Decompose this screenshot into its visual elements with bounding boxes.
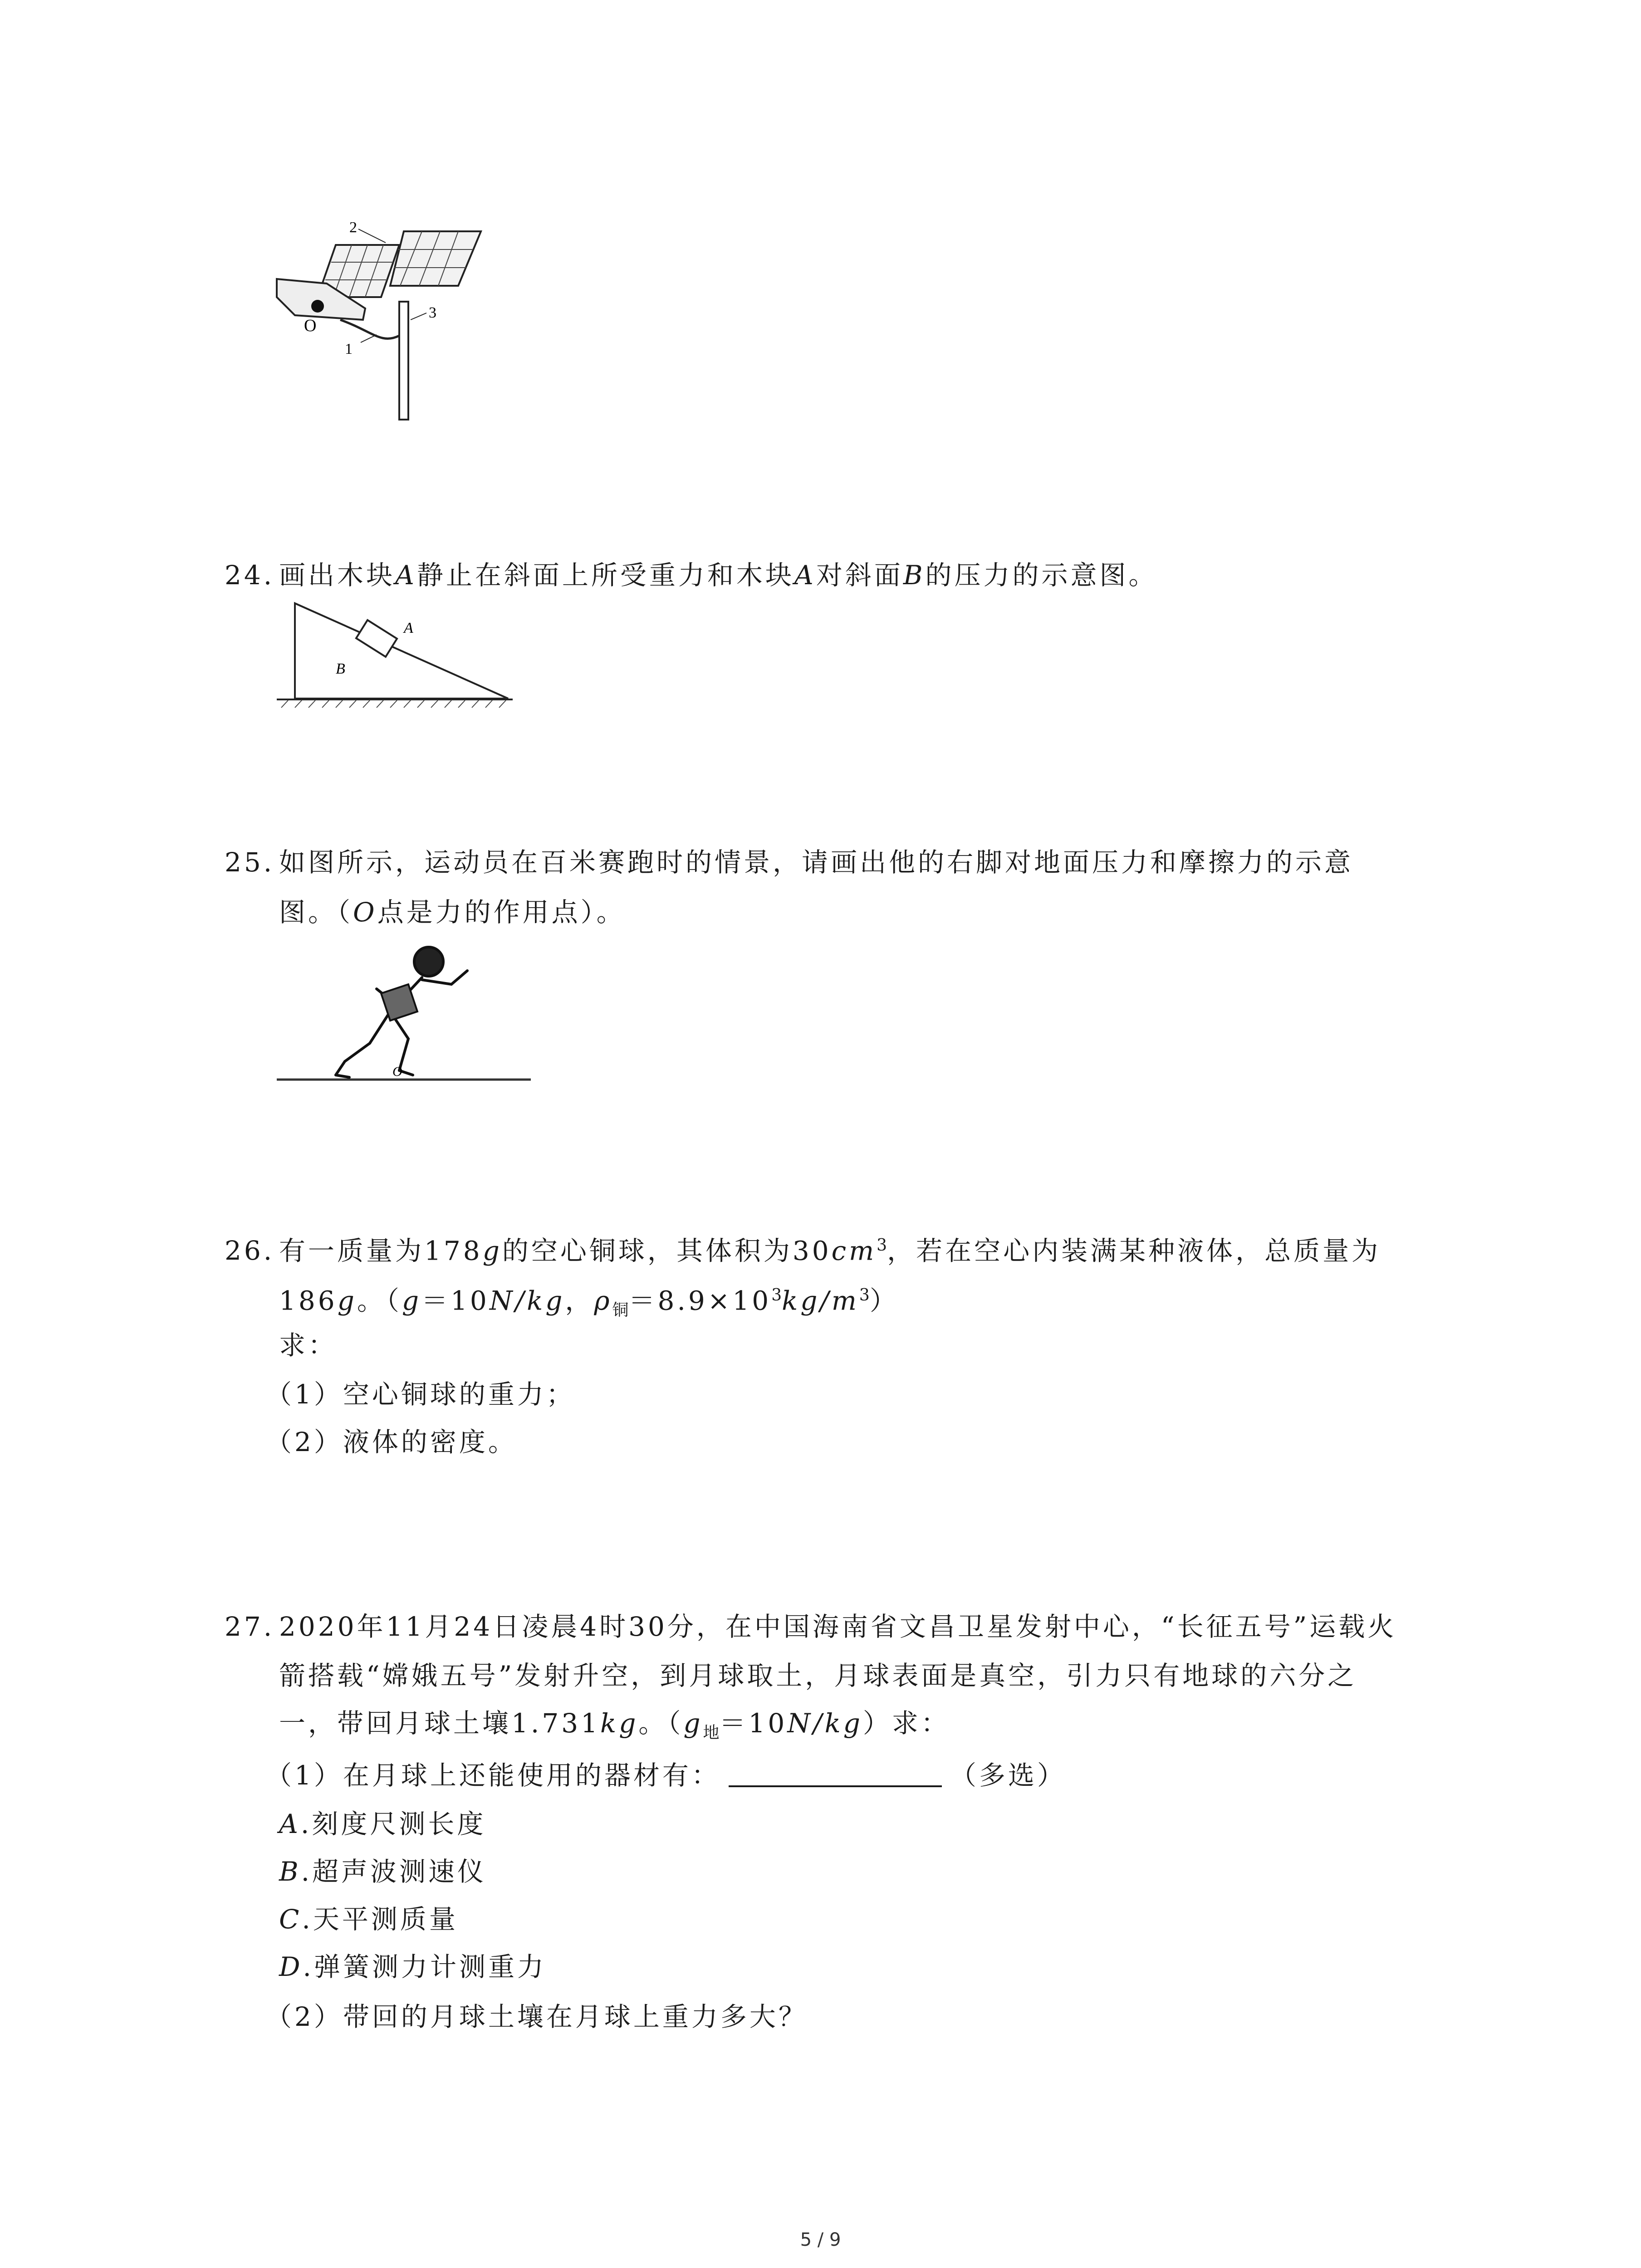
q26-sub1: （1）空心铜球的重力； bbox=[265, 1379, 575, 1410]
incline-label-a: A bbox=[404, 620, 413, 636]
page-number: 5 / 9 bbox=[800, 2229, 841, 2250]
q27-sub1: （1）在月球上还能使用的器材有： （多选） bbox=[265, 1760, 1066, 1791]
q26-ask: 求： bbox=[279, 1330, 338, 1361]
answer-blank[interactable] bbox=[729, 1762, 942, 1787]
q27-line1: 27. 2020年11月24日凌晨4时30分，在中国海南省文昌卫星发射中心，“长征五号”运载火 bbox=[225, 1611, 1397, 1642]
lamp-label-o: O bbox=[304, 316, 317, 335]
incline-figure bbox=[272, 599, 517, 717]
q25-number: 25. bbox=[225, 847, 275, 878]
incline-label-b: B bbox=[336, 660, 345, 677]
q27-option-c: C.天平测质量 bbox=[279, 1904, 458, 1935]
q27-option-a: A.刻度尺测长度 bbox=[279, 1809, 486, 1839]
q26-line2: 186g。（g＝10N/kg，$\rho_铜=8.9\times 10^3kg/m^3$） bbox=[279, 1285, 899, 1320]
solar-street-lamp-figure bbox=[268, 222, 504, 422]
lamp-label-2: 2 bbox=[349, 222, 357, 236]
q27-sub2: （2）带回的月球土壤在月球上重力多大？ bbox=[265, 2001, 808, 2032]
lamp-label-1: 1 bbox=[345, 341, 353, 357]
sprinter-figure bbox=[272, 934, 535, 1089]
q27-option-d: D.弹簧测力计测重力 bbox=[279, 1951, 546, 1982]
q24-number: 24. bbox=[225, 560, 275, 591]
q26-line1: 26. 有一质量为178g的空心铜球，其体积为$30cm^3$，若在空心内装满某种液体，总质量为 bbox=[225, 1235, 1381, 1266]
q27-number: 27. bbox=[225, 1611, 275, 1642]
q27-line2: 箭搭载“嫦娥五号”发射升空，到月球取土，月球表面是真空，引力只有地球的六分之 bbox=[279, 1660, 1357, 1691]
q27-option-b: B.超声波测速仪 bbox=[279, 1856, 487, 1887]
q26-sub2: （2）液体的密度。 bbox=[265, 1427, 517, 1457]
q25-line1: 25. 如图所示，运动员在百米赛跑时的情景，请画出他的右脚对地面压力和摩擦力的示意 bbox=[225, 847, 1354, 878]
lamp-label-3: 3 bbox=[429, 304, 436, 321]
q24-text: 24. 画出木块A静止在斜面上所受重力和木块A对斜面B的压力的示意图。 bbox=[225, 560, 1158, 591]
sprinter-label-o: O bbox=[392, 1064, 402, 1079]
q26-number: 26. bbox=[225, 1235, 275, 1266]
q25-line2: 图。（O点是力的作用点）。 bbox=[279, 897, 626, 928]
q27-line3: 一，带回月球土壤1.731kg。$(g_地=10N/kg)$求： bbox=[279, 1708, 950, 1742]
